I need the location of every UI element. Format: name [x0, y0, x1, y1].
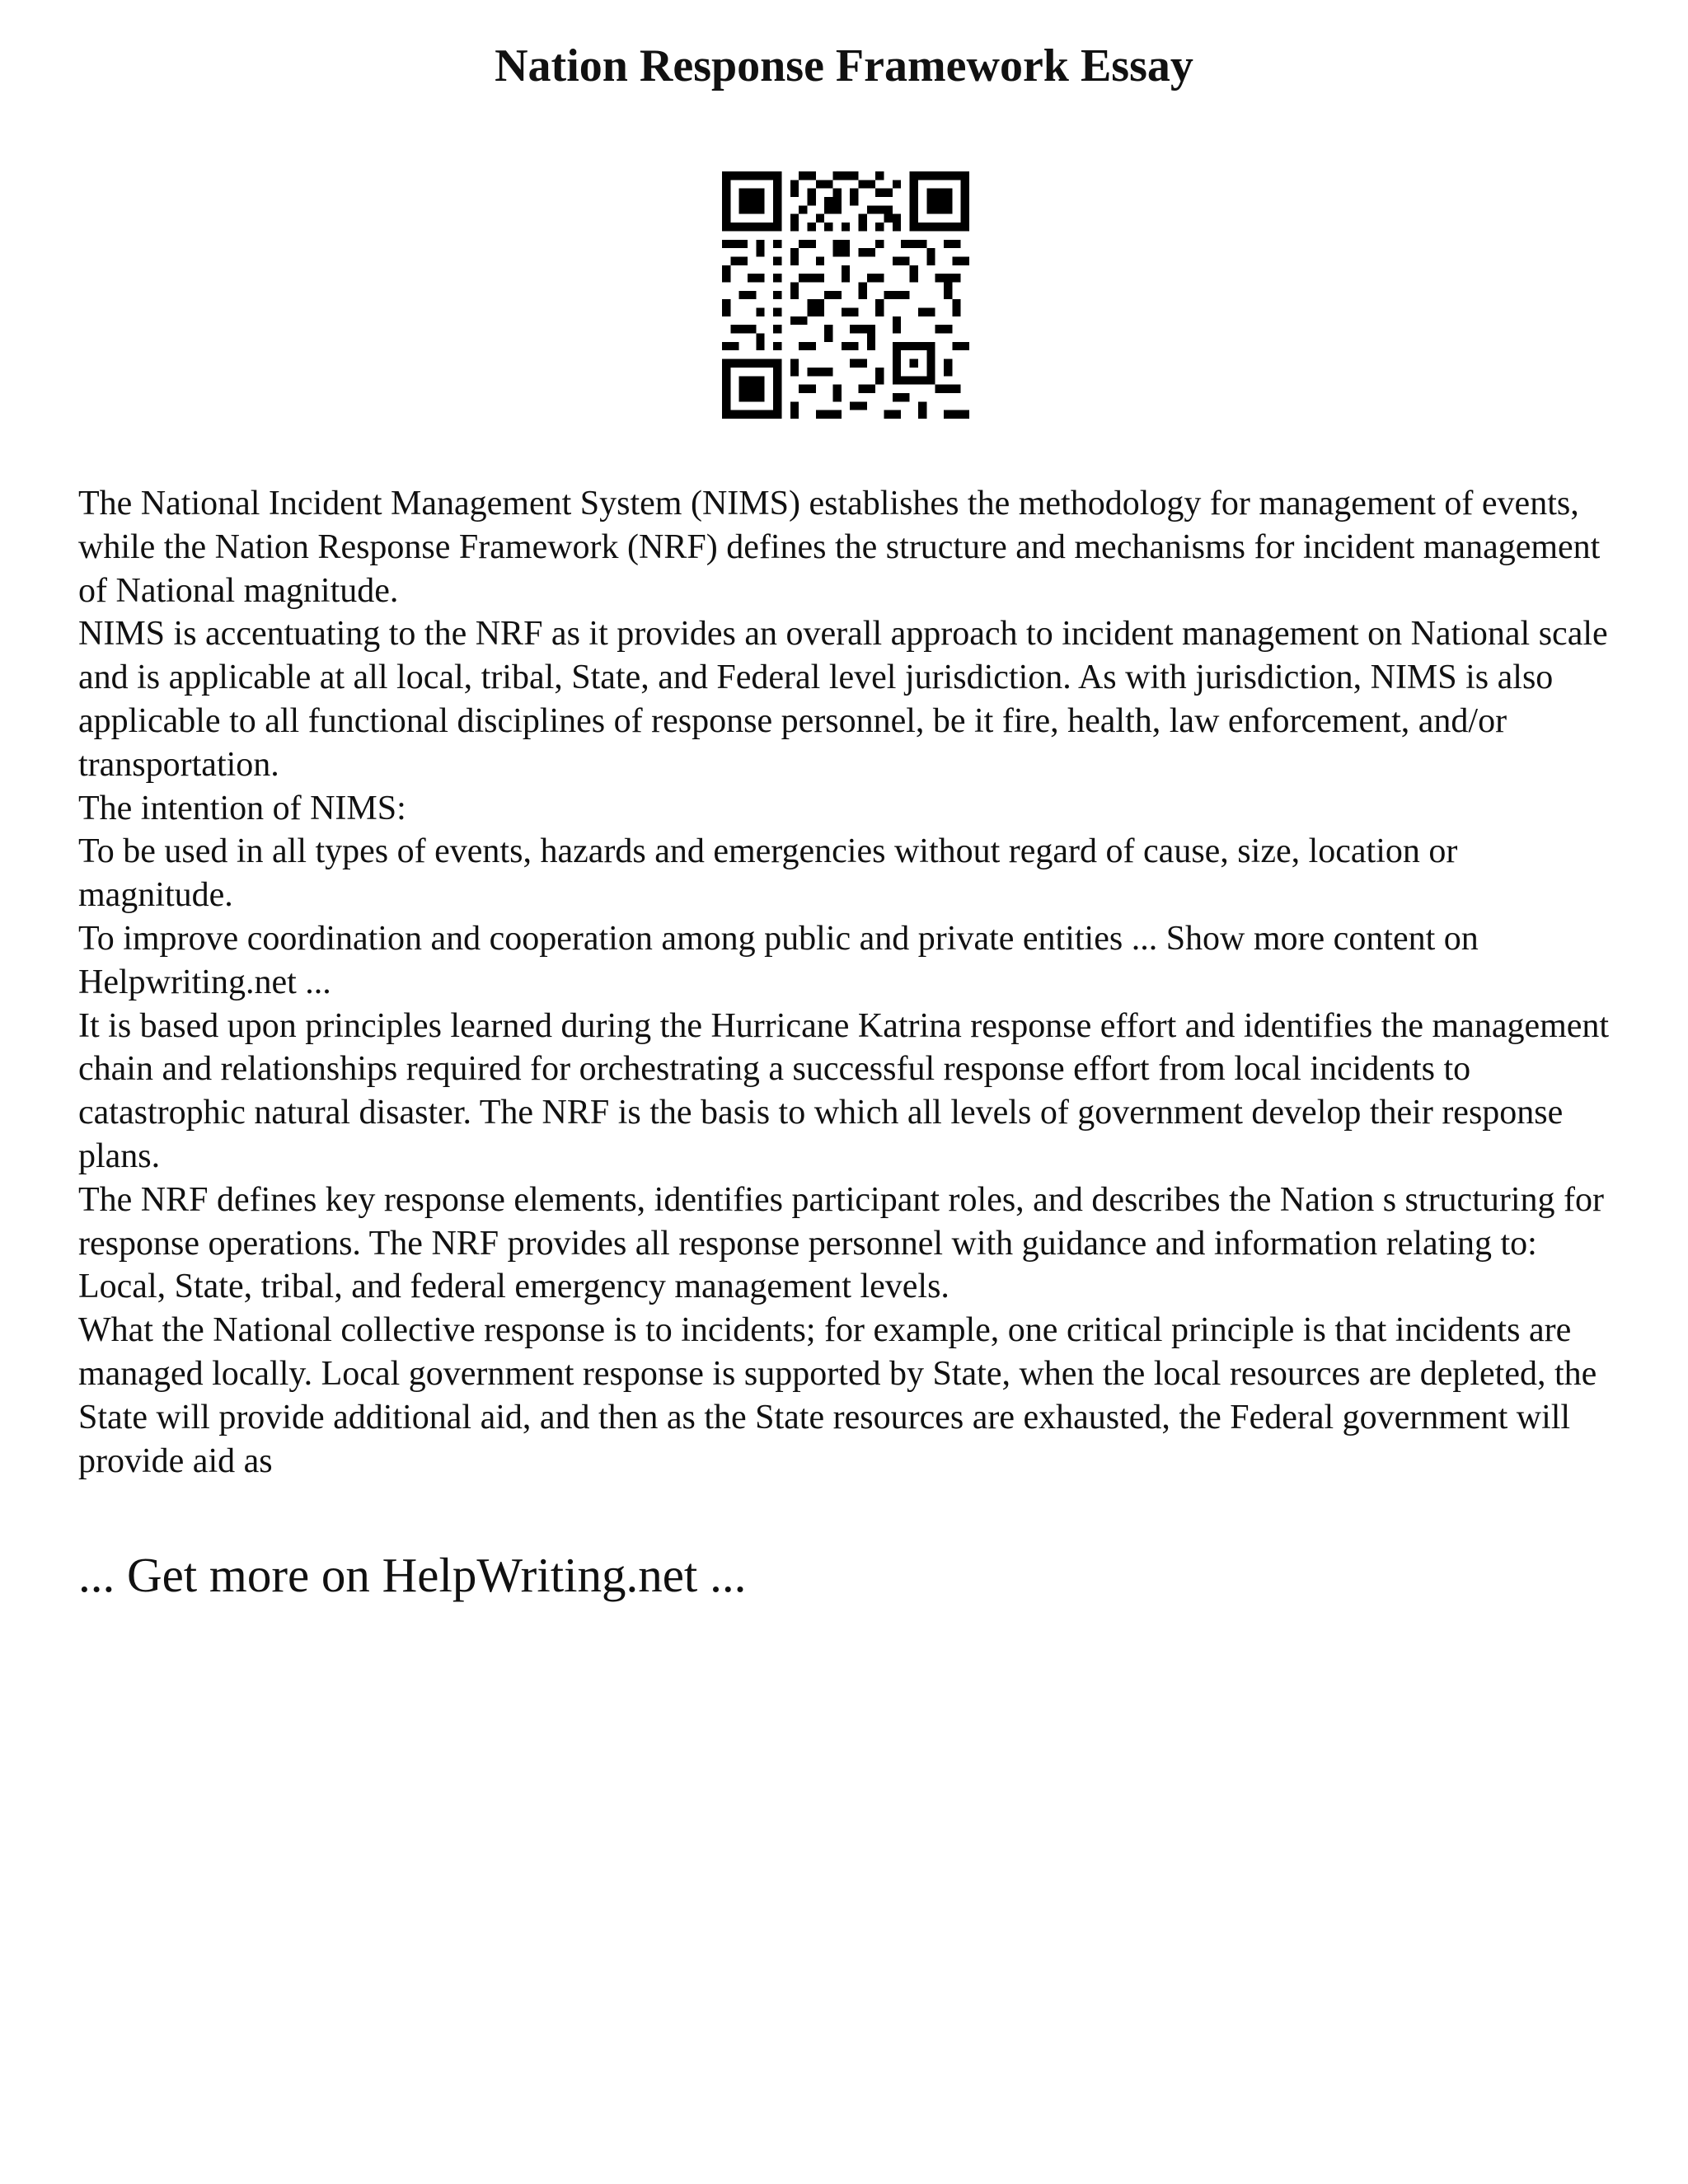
essay-paragraph: The National Incident Management System (NIMS) establishes the methodology for management of events, while the Nation Response Framework (NRF) defines the structure and mechanisms for incident management of National magnitude.	[78, 485, 1601, 610]
qr-code-icon[interactable]	[722, 171, 969, 419]
essay-paragraph: To be used in all types of events, hazards and emergencies without regard of cause, size, location or magnitude.	[78, 832, 1458, 915]
essay-body	[78, 482, 1620, 1483]
essay-paragraph: Local, State, tribal, and federal emergency management levels.	[78, 1268, 950, 1306]
page-title: Nation Response Framework Essay	[495, 40, 1193, 91]
essay-paragraph: It is based upon principles learned during the Hurricane Katrina response effort and identifies the management chain and relationships required for orchestrating a successful response effort from local incidents to catastrophic natural disaster. The NRF is the basis to which all levels of government develop their response plans.	[78, 1006, 1610, 1175]
essay-paragraph: What the National collective response is to incidents; for example, one critical principle is that incidents are managed locally. Local government response is supported by State, when the local resources are depleted, the State will provide additional aid, and then as the State resources are exhausted, the Federal government will provide aid as	[78, 1311, 1597, 1480]
essay-paragraph: To improve coordination and cooperation among public and private entities ... Show more content on Helpwriting.net ...	[78, 919, 1479, 1001]
get-more-link[interactable]: ... Get more on HelpWriting.net ...	[78, 1548, 747, 1602]
essay-paragraph: NIMS is accentuating to the NRF as it provides an overall approach to incident management on National scale and is applicable at all local, tribal, State, and Federal level jurisdiction. As with jurisdiction, NIMS is also applicable to all functional disciplines of response personnel, be it fire, health, law enforcement, and/or transportation.	[78, 615, 1608, 784]
essay-paragraph: The intention of NIMS:	[78, 789, 406, 827]
essay-paragraph: The NRF defines key response elements, identifies participant roles, and describes the Nation s structuring for response operations. The NRF provides all response personnel with guidance and information relating to:	[78, 1180, 1604, 1263]
